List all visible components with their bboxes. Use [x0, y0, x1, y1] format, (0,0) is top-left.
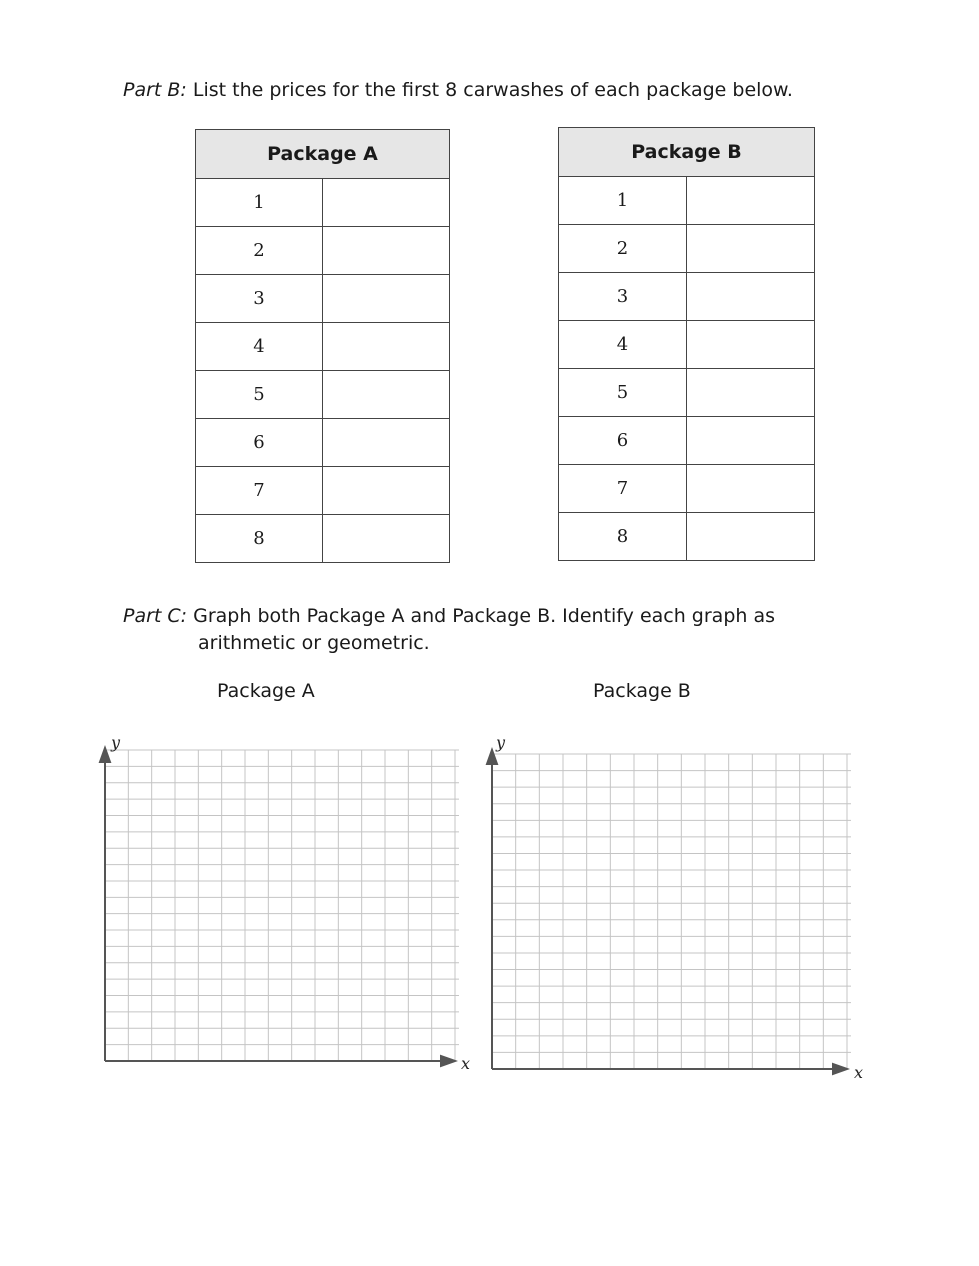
carwash-number: 5 — [196, 371, 323, 419]
part-b-label: Part B: — [123, 79, 187, 101]
part-c-label: Part C: — [123, 605, 188, 627]
package-b-table-header: Package B — [559, 128, 815, 177]
part-b-instruction — [123, 77, 793, 104]
carwash-number: 6 — [196, 419, 323, 467]
carwash-number: 3 — [559, 273, 687, 321]
table-row — [196, 515, 450, 563]
table-row — [196, 323, 450, 371]
carwash-number: 8 — [559, 513, 687, 561]
graph-b-axes — [487, 750, 847, 1074]
carwash-number: 2 — [196, 227, 323, 275]
carwash-number: 7 — [196, 467, 323, 515]
table-row — [559, 417, 815, 465]
table-row — [196, 419, 450, 467]
part-c-line2: arithmetic or geometric. — [198, 632, 430, 654]
price-cell[interactable] — [687, 369, 815, 417]
y-axis-arrow — [487, 750, 497, 764]
price-cell[interactable] — [323, 227, 450, 275]
table-row — [559, 465, 815, 513]
package-b-table — [558, 127, 815, 561]
carwash-number: 1 — [196, 179, 323, 227]
price-cell[interactable] — [323, 515, 450, 563]
graph-b-grid[interactable] — [482, 732, 877, 1092]
price-cell[interactable] — [687, 465, 815, 513]
price-cell[interactable] — [323, 371, 450, 419]
package-a-table-header: Package A — [196, 130, 450, 179]
price-cell[interactable] — [687, 177, 815, 225]
price-cell[interactable] — [687, 273, 815, 321]
price-cell[interactable] — [687, 225, 815, 273]
x-axis-label: x — [461, 1054, 471, 1073]
price-cell[interactable] — [687, 513, 815, 561]
table-row — [559, 513, 815, 561]
part-c-line1: Graph both Package A and Package B. Identify each graph as — [193, 605, 776, 627]
price-cell[interactable] — [323, 419, 450, 467]
x-axis-arrow — [833, 1064, 847, 1074]
carwash-number: 8 — [196, 515, 323, 563]
carwash-number: 1 — [559, 177, 687, 225]
table-row — [196, 371, 450, 419]
carwash-number: 3 — [196, 275, 323, 323]
part-c-instruction-continued — [198, 630, 430, 657]
package-a-table — [195, 129, 450, 563]
carwash-number: 7 — [559, 465, 687, 513]
table-row — [196, 275, 450, 323]
x-axis-label: x — [854, 1063, 864, 1082]
table-row — [559, 225, 815, 273]
part-c-instruction — [123, 603, 775, 630]
carwash-number: 5 — [559, 369, 687, 417]
table-row — [196, 467, 450, 515]
x-axis-arrow — [441, 1056, 455, 1066]
graph-b-gridlines — [492, 754, 851, 1069]
carwash-number: 4 — [559, 321, 687, 369]
price-cell[interactable] — [323, 179, 450, 227]
price-cell[interactable] — [687, 321, 815, 369]
price-cell[interactable] — [323, 275, 450, 323]
table-row — [196, 227, 450, 275]
graph-a-axes — [100, 748, 455, 1066]
table-row — [559, 369, 815, 417]
carwash-number: 2 — [559, 225, 687, 273]
price-cell[interactable] — [687, 417, 815, 465]
graph-a-grid[interactable] — [95, 730, 480, 1082]
table-row — [559, 273, 815, 321]
carwash-number: 4 — [196, 323, 323, 371]
y-axis-label: y — [111, 733, 121, 752]
graph-a-gridlines — [105, 750, 459, 1061]
table-row — [559, 321, 815, 369]
table-row — [196, 179, 450, 227]
graph-a-title: Package A — [217, 680, 315, 702]
part-b-text: List the prices for the first 8 carwashes of each package below. — [192, 79, 793, 101]
carwash-number: 6 — [559, 417, 687, 465]
y-axis-label: y — [496, 733, 506, 752]
price-cell[interactable] — [323, 323, 450, 371]
price-cell[interactable] — [323, 467, 450, 515]
graph-b-title: Package B — [593, 680, 691, 702]
table-row — [559, 177, 815, 225]
